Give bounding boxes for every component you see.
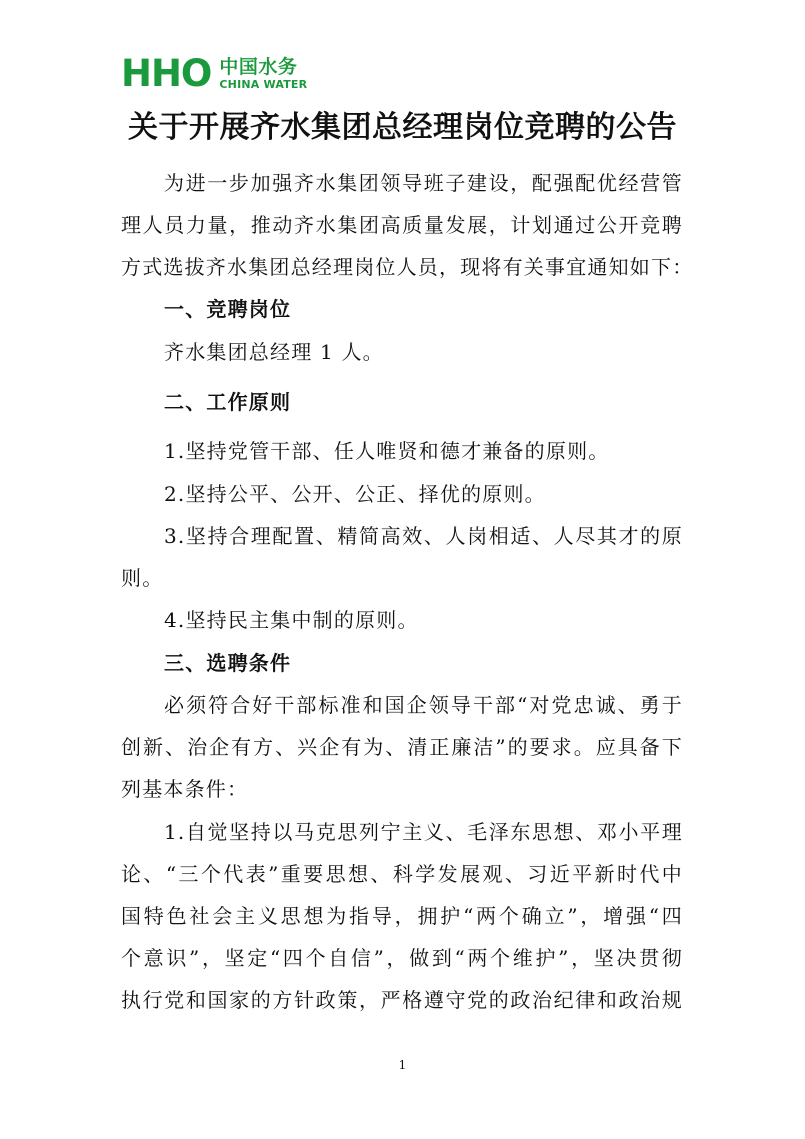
conditions-line-2: 创新、治企有方、兴企有为、清正廉洁”的要求。应具备下 — [121, 735, 683, 759]
logo-mark: HHO — [121, 52, 212, 95]
page-number: 1 — [398, 1058, 407, 1072]
requirement-1-line-5: 执行党和国家的方针政策，严格遵守党的政治纪律和政治规 — [121, 988, 683, 1012]
china-water-logo — [121, 52, 308, 95]
principle-2: 2.坚持公平、公开、公正、择优的原则。 — [164, 482, 546, 506]
document-title: 关于开展齐水集团总经理岗位竞聘的公告 — [128, 110, 677, 145]
position-text: 齐水集团总经理 1 人。 — [164, 340, 384, 364]
requirement-1-line-3: 国特色社会主义思想为指导，拥护“两个确立”，增强“四 — [121, 904, 683, 928]
principle-1: 1.坚持党管干部、任人唯贤和德才兼备的原则。 — [164, 439, 610, 463]
conditions-line-1: 必须符合好干部标准和国企领导干部“对党忠诚、勇于 — [164, 693, 683, 717]
principle-3-line-1: 3.坚持合理配置、精简高效、人岗相适、人尽其才的原 — [164, 524, 683, 548]
intro-line-2: 理人员力量，推动齐水集团高质量发展，计划通过公开竞聘 — [121, 213, 683, 237]
intro-line-1: 为进一步加强齐水集团领导班子建设，配强配优经营管 — [164, 171, 683, 195]
section-heading-1: 一、竞聘岗位 — [164, 297, 292, 321]
logo-name-en: CHINA WATER — [219, 78, 308, 91]
principle-4: 4.坚持民主集中制的原则。 — [164, 608, 419, 632]
requirement-1-line-2: 论、“三个代表”重要思想、科学发展观、习近平新时代中 — [121, 862, 683, 886]
logo-name-cn: 中国水务 — [219, 56, 298, 78]
intro-line-3: 方式选拔齐水集团总经理岗位人员，现将有关事宜通知如下： — [121, 255, 694, 279]
requirement-1-line-4: 个意识”，坚定“四个自信”，做到“两个维护”，坚决贯彻 — [121, 946, 683, 970]
section-heading-2: 二、工作原则 — [164, 390, 292, 414]
conditions-line-3: 列基本条件： — [121, 777, 249, 801]
section-heading-3: 三、选聘条件 — [164, 651, 292, 675]
principle-3-line-2: 则。 — [121, 566, 164, 590]
requirement-1-line-1: 1.自觉坚持以马克思列宁主义、毛泽东思想、邓小平理 — [164, 820, 683, 844]
logo-text — [219, 58, 307, 90]
